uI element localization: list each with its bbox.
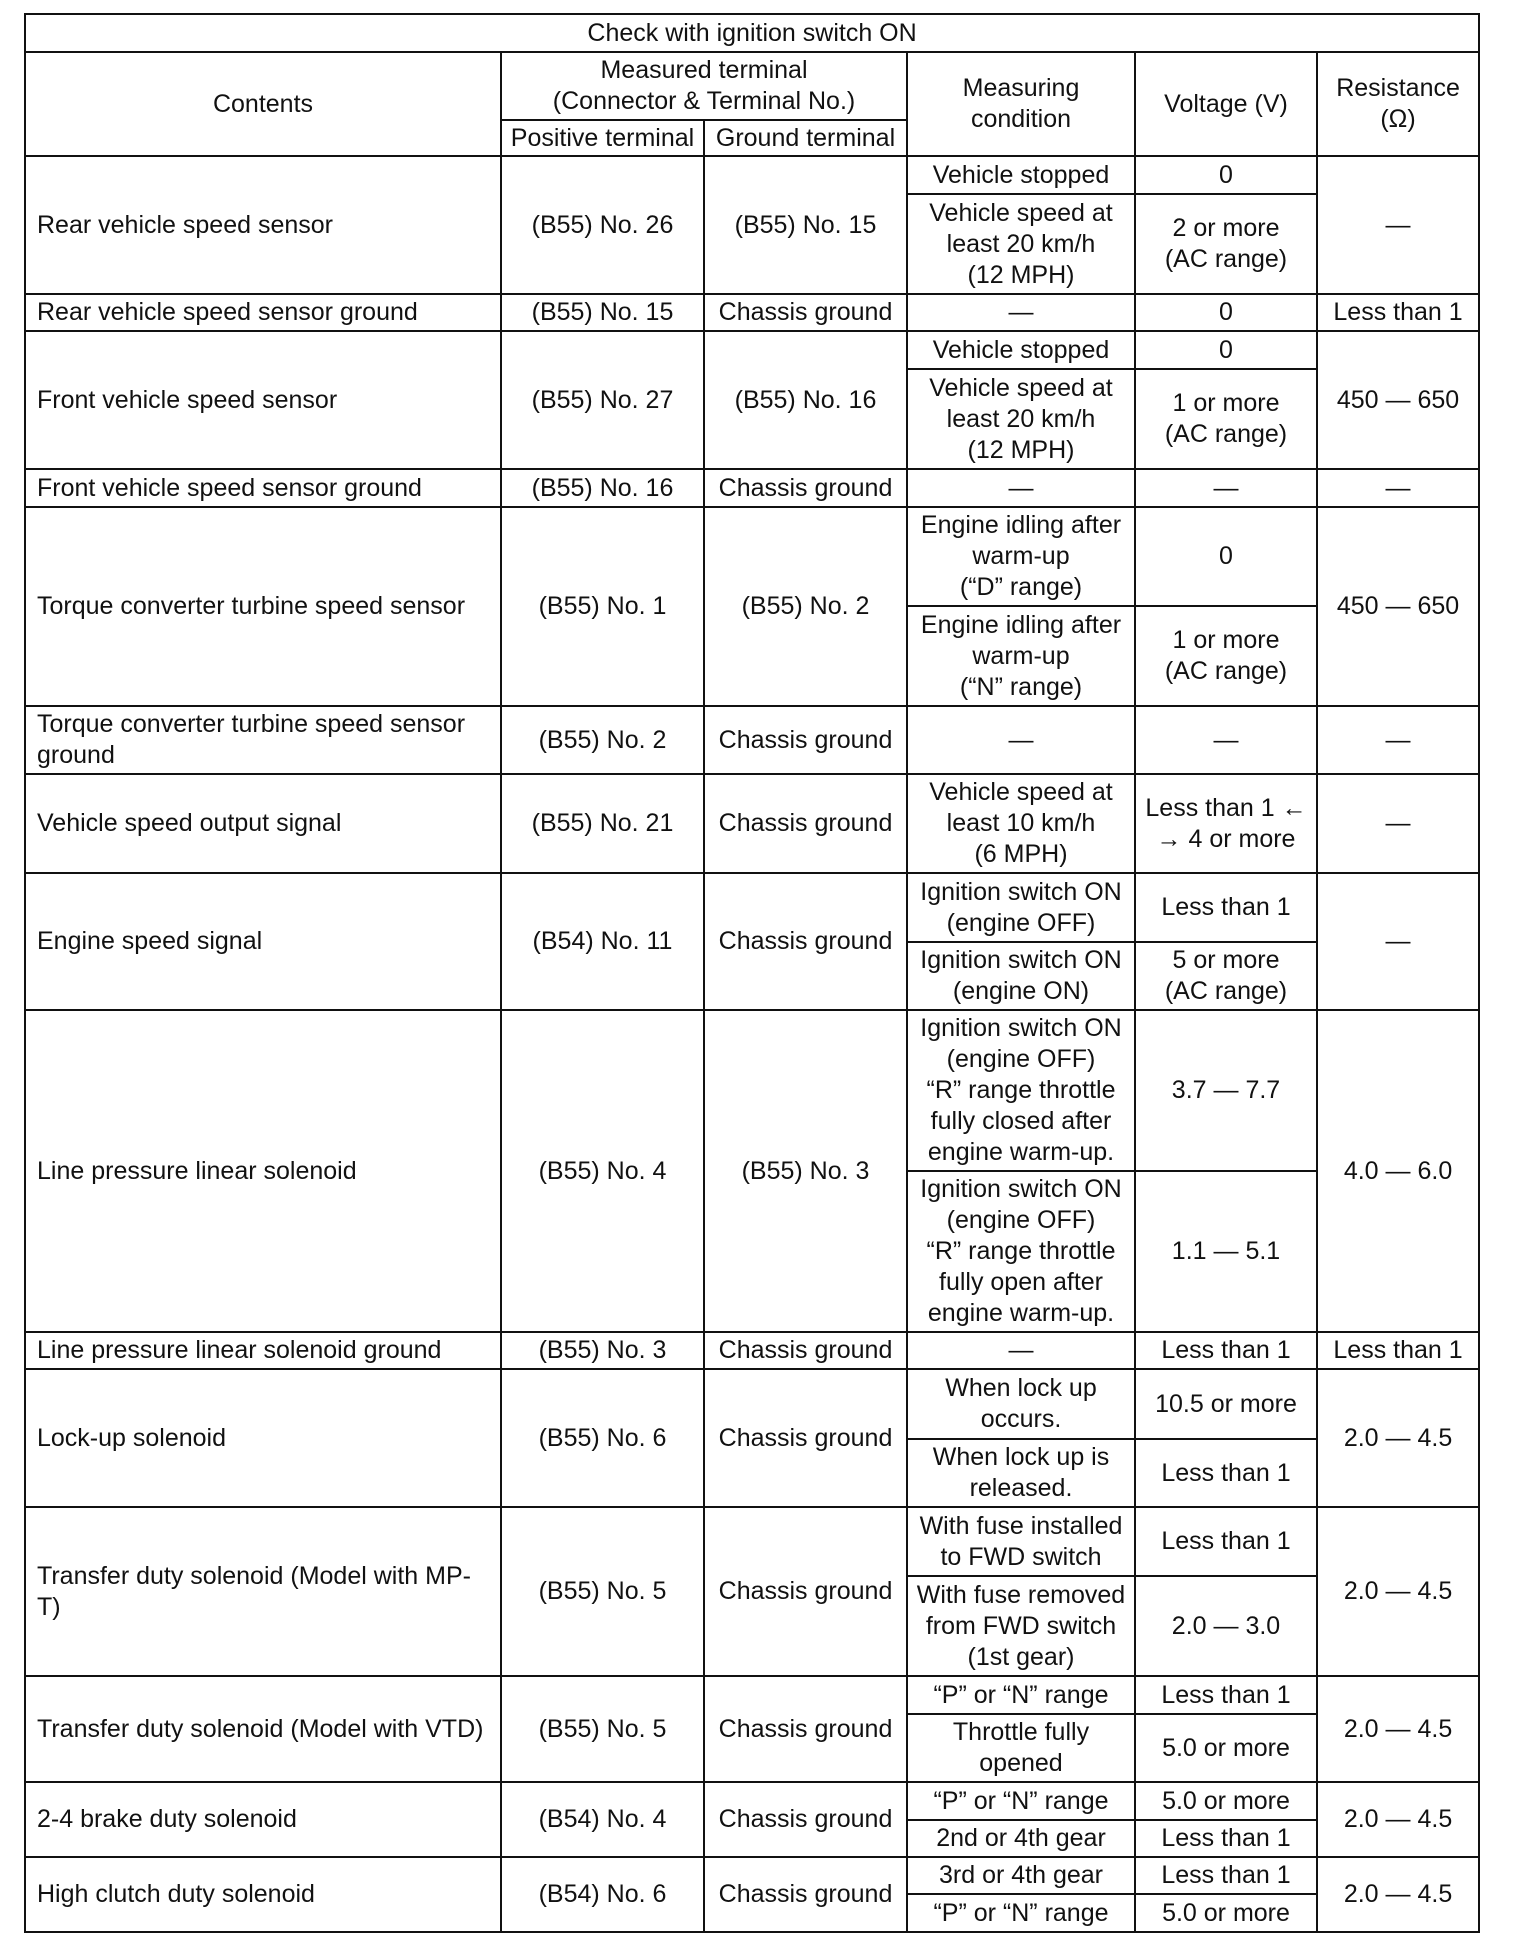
positive-terminal-cell: (B54) No. 6 — [501, 1857, 704, 1932]
contents-cell — [25, 1332, 501, 1369]
contents-cell — [25, 294, 501, 331]
contents-line: Lock-up solenoid — [37, 1423, 227, 1452]
measuring-condition-cell — [907, 606, 1135, 706]
positive-terminal-cell: (B55) No. 2 — [501, 706, 704, 774]
resistance-cell — [1317, 1782, 1479, 1857]
resistance-line: 2.0 — 4.5 — [1343, 1880, 1453, 1908]
voltage-cell — [1135, 774, 1317, 873]
contents-line: 2-4 brake duty solenoid — [37, 1805, 297, 1833]
condition-line: engine warm-up. — [927, 1299, 1115, 1327]
condition-line: (1st gear) — [967, 1642, 1075, 1671]
resistance-cell — [1317, 1369, 1479, 1507]
voltage-cell — [1135, 1857, 1317, 1894]
table-row — [25, 469, 1479, 507]
contents-line: High clutch duty solenoid — [37, 1880, 315, 1908]
table-row — [25, 1369, 1479, 1439]
condition-line: warm-up — [972, 641, 1070, 670]
contents-line: Torque converter turbine speed sensor — [37, 710, 466, 738]
condition-line: Ignition switch ON — [920, 946, 1122, 974]
condition-line: (engine OFF) — [946, 1045, 1096, 1073]
condition-line: fully open after — [939, 1268, 1103, 1296]
voltage-line: 0 — [1219, 160, 1233, 189]
condition-line: (engine OFF) — [946, 908, 1096, 937]
resistance-cell — [1317, 774, 1479, 873]
ground-terminal-cell: Chassis ground — [704, 469, 907, 507]
contents-cell — [25, 706, 501, 774]
measuring-condition-cell — [907, 1714, 1135, 1782]
voltage-line: 1 or more — [1172, 626, 1280, 654]
positive-terminal-cell: (B55) No. 1 — [501, 507, 704, 706]
condition-line: opened — [979, 1749, 1063, 1777]
measuring-condition-cell — [907, 156, 1135, 194]
voltage-line: 0 — [1219, 298, 1233, 326]
voltage-cell — [1135, 1010, 1317, 1171]
resistance-line: 2.0 — 4.5 — [1343, 1423, 1453, 1452]
measuring-condition-cell — [907, 1782, 1135, 1820]
voltage-cell — [1135, 1369, 1317, 1439]
voltage-cell — [1135, 156, 1317, 194]
positive-terminal-cell: (B55) No. 26 — [501, 156, 704, 294]
measuring-condition-cell — [907, 1857, 1135, 1894]
positive-terminal-header: Positive terminal — [501, 120, 704, 156]
condition-line: (“N” range) — [959, 672, 1083, 701]
resistance-cell — [1317, 331, 1479, 469]
voltage-cell — [1135, 942, 1317, 1010]
table-row — [25, 507, 1479, 606]
contents-line: Front vehicle speed sensor — [37, 385, 338, 414]
condition-line: — — [1008, 473, 1034, 502]
resistance-line: — — [1385, 809, 1411, 837]
condition-line: (“D” range) — [959, 573, 1083, 601]
resistance-cell — [1317, 1332, 1479, 1369]
condition-line: “R” range throttle — [926, 1076, 1116, 1104]
positive-terminal-cell: (B55) No. 4 — [501, 1010, 704, 1332]
voltage-cell — [1135, 1676, 1317, 1714]
condition-line: Vehicle stopped — [932, 335, 1110, 364]
voltage-line: (AC range) — [1164, 245, 1288, 273]
voltage-header: Voltage (V) — [1135, 52, 1317, 156]
voltage-line: → 4 or more — [1156, 824, 1296, 853]
condition-line: With fuse removed — [916, 1580, 1126, 1609]
measuring-condition-cell — [907, 194, 1135, 294]
voltage-line: 1 or more — [1172, 389, 1280, 417]
voltage-cell — [1135, 1714, 1317, 1782]
measuring-condition-cell — [907, 706, 1135, 774]
contents-cell — [25, 1010, 501, 1332]
resistance-cell — [1317, 1857, 1479, 1932]
ground-terminal-cell: Chassis ground — [704, 1857, 907, 1932]
ground-terminal-cell: Chassis ground — [704, 873, 907, 1010]
contents-cell — [25, 774, 501, 873]
measuring-condition-line: Measuring — [962, 74, 1080, 102]
positive-terminal-cell: (B55) No. 21 — [501, 774, 704, 873]
contents-header: Contents — [25, 52, 501, 156]
condition-line: (12 MPH) — [967, 435, 1075, 464]
voltage-line: 10.5 or more — [1155, 1389, 1297, 1418]
contents-cell — [25, 873, 501, 1010]
condition-line: least 20 km/h — [946, 404, 1096, 433]
ground-terminal-cell: Chassis ground — [704, 774, 907, 873]
measured-terminal-header — [501, 52, 907, 120]
condition-line: “R” range throttle — [926, 1237, 1116, 1265]
voltage-line: Less than 1 — [1161, 1336, 1291, 1364]
measuring-condition-cell — [907, 1332, 1135, 1369]
table-header — [25, 14, 1479, 156]
resistance-line: Less than 1 — [1333, 298, 1463, 326]
contents-line: Vehicle speed output signal — [37, 809, 342, 837]
voltage-cell — [1135, 1894, 1317, 1932]
contents-cell — [25, 469, 501, 507]
ground-terminal-cell: Chassis ground — [704, 1507, 907, 1676]
resistance-cell — [1317, 1010, 1479, 1332]
condition-line: When lock up is — [932, 1443, 1110, 1471]
contents-line: Line pressure linear solenoid — [37, 1156, 357, 1185]
resistance-line: 4.0 — 6.0 — [1343, 1156, 1453, 1185]
contents-line: Line pressure linear solenoid ground — [37, 1336, 442, 1364]
table-body — [25, 156, 1479, 1932]
measuring-condition-cell — [907, 1676, 1135, 1714]
condition-line: When lock up — [945, 1374, 1097, 1402]
voltage-line: 0 — [1219, 542, 1233, 570]
resistance-cell — [1317, 873, 1479, 1010]
voltage-cell — [1135, 469, 1317, 507]
voltage-line: 5 or more — [1172, 946, 1280, 974]
contents-cell — [25, 1507, 501, 1676]
condition-line: (engine OFF) — [946, 1206, 1096, 1234]
measuring-condition-cell — [907, 1010, 1135, 1171]
measured-terminal-line: (Connector & Terminal No.) — [552, 87, 856, 115]
voltage-line: — — [1213, 725, 1239, 754]
measuring-condition-header — [907, 52, 1135, 156]
condition-line: — — [1008, 1336, 1034, 1364]
voltage-line: Less than 1 — [1161, 1527, 1291, 1555]
voltage-line: 1.1 — 5.1 — [1171, 1237, 1281, 1265]
positive-terminal-cell: (B55) No. 5 — [501, 1507, 704, 1676]
resistance-line: — — [1385, 927, 1411, 955]
positive-terminal-cell: (B55) No. 6 — [501, 1369, 704, 1507]
condition-line: fully closed after — [930, 1107, 1112, 1135]
positive-terminal-cell: (B54) No. 11 — [501, 873, 704, 1010]
voltage-line: Less than 1 — [1161, 1458, 1291, 1487]
voltage-cell — [1135, 873, 1317, 942]
resistance-cell — [1317, 469, 1479, 507]
condition-line: Vehicle speed at — [929, 373, 1113, 402]
voltage-cell — [1135, 194, 1317, 294]
voltage-cell — [1135, 1439, 1317, 1507]
resistance-cell — [1317, 294, 1479, 331]
condition-line: With fuse installed — [919, 1511, 1123, 1540]
resistance-cell — [1317, 706, 1479, 774]
condition-line: Ignition switch ON — [920, 1175, 1122, 1203]
voltage-line: (AC range) — [1164, 420, 1288, 448]
resistance-line: — — [1385, 210, 1411, 239]
positive-terminal-cell: (B55) No. 27 — [501, 331, 704, 469]
measuring-condition-cell — [907, 942, 1135, 1010]
resistance-line: Less than 1 — [1333, 1336, 1463, 1364]
resistance-line: 2.0 — 4.5 — [1343, 1577, 1453, 1605]
condition-line: Vehicle speed at — [929, 198, 1113, 227]
contents-cell — [25, 1857, 501, 1932]
positive-terminal-cell: (B55) No. 3 — [501, 1332, 704, 1369]
condition-line: Ignition switch ON — [920, 1014, 1122, 1042]
measuring-condition-cell — [907, 369, 1135, 469]
resistance-cell — [1317, 1676, 1479, 1782]
ground-terminal-cell: (B55) No. 2 — [704, 507, 907, 706]
contents-line: Transfer duty solenoid (Model with VTD) — [37, 1714, 484, 1743]
voltage-cell — [1135, 1507, 1317, 1576]
ground-terminal-cell: Chassis ground — [704, 1782, 907, 1857]
measuring-condition-cell — [907, 1369, 1135, 1439]
ground-terminal-cell: Chassis ground — [704, 1676, 907, 1782]
condition-line: Engine idling after — [920, 511, 1122, 539]
condition-line: least 10 km/h — [946, 809, 1096, 837]
ground-terminal-cell: Chassis ground — [704, 1332, 907, 1369]
table-title: Check with ignition switch ON — [25, 14, 1479, 52]
voltage-cell — [1135, 1820, 1317, 1857]
measuring-condition-cell — [907, 1439, 1135, 1507]
resistance-cell — [1317, 156, 1479, 294]
ground-terminal-cell: Chassis ground — [704, 294, 907, 331]
voltage-cell — [1135, 606, 1317, 706]
table-row — [25, 1857, 1479, 1894]
condition-line: least 20 km/h — [946, 229, 1096, 258]
voltage-cell — [1135, 1332, 1317, 1369]
resistance-line: 450 — 650 — [1336, 385, 1460, 414]
measuring-condition-cell — [907, 507, 1135, 606]
voltage-cell — [1135, 1576, 1317, 1676]
table-row — [25, 331, 1479, 369]
table-row — [25, 1676, 1479, 1714]
ground-terminal-cell: (B55) No. 16 — [704, 331, 907, 469]
condition-line: — — [1008, 298, 1034, 326]
condition-line: 3rd or 4th gear — [939, 1861, 1103, 1889]
contents-line: Front vehicle speed sensor ground — [37, 473, 422, 502]
condition-line: “P” or “N” range — [933, 1680, 1109, 1709]
resistance-line: — — [1385, 725, 1411, 754]
condition-line: from FWD switch — [925, 1611, 1117, 1640]
contents-cell — [25, 1369, 501, 1507]
contents-line: ground — [37, 741, 115, 769]
table-row — [25, 873, 1479, 942]
table-row — [25, 156, 1479, 194]
contents-line: Rear vehicle speed sensor — [37, 210, 333, 239]
condition-line: released. — [969, 1474, 1073, 1502]
condition-line: “P” or “N” range — [933, 1786, 1109, 1815]
voltage-line: — — [1213, 473, 1239, 502]
resistance-header — [1317, 52, 1479, 156]
table-row — [25, 706, 1479, 774]
table-row — [25, 774, 1479, 873]
contents-line: Torque converter turbine speed sensor — [37, 592, 466, 620]
contents-cell — [25, 331, 501, 469]
voltage-line: 2 or more — [1172, 214, 1280, 242]
measuring-condition-cell — [907, 1820, 1135, 1857]
voltage-cell — [1135, 1171, 1317, 1332]
resistance-line: 450 — 650 — [1336, 592, 1460, 620]
table-row — [25, 1507, 1479, 1576]
condition-line: Vehicle stopped — [932, 160, 1110, 189]
voltage-cell — [1135, 1782, 1317, 1820]
table-row — [25, 1332, 1479, 1369]
resistance-header-line: (Ω) — [1380, 105, 1416, 133]
measuring-condition-cell — [907, 873, 1135, 942]
contents-line: Rear vehicle speed sensor ground — [37, 298, 418, 326]
voltage-cell — [1135, 369, 1317, 469]
condition-line: to FWD switch — [940, 1542, 1102, 1571]
voltage-line: 5.0 or more — [1162, 1898, 1290, 1927]
voltage-line: Less than 1 — [1161, 1861, 1291, 1889]
measuring-condition-cell — [907, 331, 1135, 369]
resistance-header-line: Resistance — [1336, 74, 1460, 102]
resistance-line: — — [1385, 473, 1411, 502]
voltage-cell — [1135, 294, 1317, 331]
voltage-line: Less than 1 — [1161, 893, 1291, 921]
condition-line: “P” or “N” range — [933, 1898, 1109, 1927]
positive-terminal-cell: (B54) No. 4 — [501, 1782, 704, 1857]
measuring-condition-cell — [907, 1576, 1135, 1676]
contents-line: Transfer duty solenoid (Model with MP-T) — [37, 1561, 471, 1621]
voltage-line: (AC range) — [1164, 977, 1288, 1005]
measuring-condition-cell — [907, 294, 1135, 331]
positive-terminal-cell: (B55) No. 16 — [501, 469, 704, 507]
table-row — [25, 1010, 1479, 1171]
condition-line: warm-up — [972, 542, 1070, 570]
condition-line: Throttle fully — [952, 1718, 1090, 1746]
resistance-cell — [1317, 507, 1479, 706]
voltage-line: 5.0 or more — [1162, 1733, 1290, 1762]
ignition-check-table — [24, 13, 1480, 1933]
voltage-line: 3.7 — 7.7 — [1171, 1076, 1281, 1104]
resistance-cell — [1317, 1507, 1479, 1676]
contents-cell — [25, 507, 501, 706]
condition-line: Ignition switch ON — [920, 877, 1122, 906]
condition-line: 2nd or 4th gear — [936, 1824, 1106, 1852]
measuring-condition-cell — [907, 1507, 1135, 1576]
contents-cell — [25, 1782, 501, 1857]
condition-line: occurs. — [980, 1405, 1062, 1433]
voltage-line: 5.0 or more — [1162, 1786, 1290, 1815]
voltage-line: Less than 1 — [1161, 1680, 1291, 1709]
table-row — [25, 294, 1479, 331]
voltage-line: 2.0 — 3.0 — [1171, 1611, 1281, 1640]
measuring-condition-cell — [907, 1171, 1135, 1332]
ground-terminal-cell: Chassis ground — [704, 706, 907, 774]
contents-cell — [25, 1676, 501, 1782]
positive-terminal-cell: (B55) No. 5 — [501, 1676, 704, 1782]
voltage-cell — [1135, 706, 1317, 774]
resistance-line: 2.0 — 4.5 — [1343, 1714, 1453, 1743]
table-row — [25, 1782, 1479, 1820]
ground-terminal-cell: (B55) No. 3 — [704, 1010, 907, 1332]
voltage-cell — [1135, 331, 1317, 369]
ground-terminal-cell: Chassis ground — [704, 1369, 907, 1507]
measured-terminal-line: Measured terminal — [600, 56, 808, 84]
measuring-condition-cell — [907, 1894, 1135, 1932]
condition-line: Engine idling after — [920, 610, 1122, 639]
positive-terminal-cell: (B55) No. 15 — [501, 294, 704, 331]
measuring-condition-cell — [907, 774, 1135, 873]
ground-terminal-header: Ground terminal — [704, 120, 907, 156]
condition-line: (12 MPH) — [967, 260, 1075, 289]
ground-terminal-cell: (B55) No. 15 — [704, 156, 907, 294]
voltage-line: Less than 1 ← — [1145, 793, 1307, 822]
contents-line: Engine speed signal — [37, 927, 263, 955]
condition-line: Vehicle speed at — [929, 778, 1113, 806]
measuring-condition-line: condition — [970, 105, 1072, 133]
condition-line: — — [1008, 725, 1034, 754]
resistance-line: 2.0 — 4.5 — [1343, 1805, 1453, 1833]
condition-line: (engine ON) — [952, 977, 1090, 1005]
condition-line: (6 MPH) — [974, 840, 1068, 868]
contents-cell — [25, 156, 501, 294]
voltage-line: Less than 1 — [1161, 1824, 1291, 1852]
measuring-condition-cell — [907, 469, 1135, 507]
condition-line: engine warm-up. — [927, 1138, 1115, 1166]
voltage-line: 0 — [1219, 335, 1233, 364]
voltage-cell — [1135, 507, 1317, 606]
voltage-line: (AC range) — [1164, 657, 1288, 685]
